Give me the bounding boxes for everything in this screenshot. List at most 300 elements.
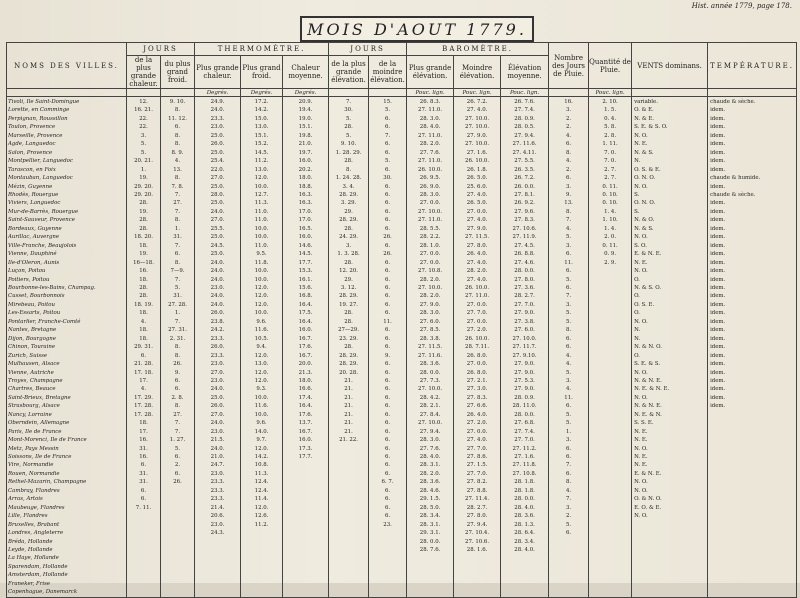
table-cell: 10.0.: [254, 310, 269, 317]
unit-cell: [708, 89, 797, 97]
table-cell: 24.0.: [210, 301, 225, 308]
table-cell: Les-Essarts, Poitou: [8, 310, 61, 317]
table-cell: 27. 10.0.: [512, 335, 537, 342]
table-cell: Viviers, Languedoc: [8, 200, 61, 207]
table-cell: 5.: [565, 310, 572, 317]
table-cell: 27. 0.0.: [419, 259, 441, 266]
table-cell: E. & N. E.: [634, 470, 662, 477]
table-cell: 8.: [174, 259, 181, 266]
table-cell: 31.: [139, 479, 148, 486]
table-cell: 28. 3.6.: [419, 479, 441, 486]
table-cell: N. & E.: [634, 115, 655, 122]
table-cell: 28. 2.7.: [466, 504, 488, 511]
table-cell: 24.0.: [210, 445, 225, 452]
table-cell: idem.: [710, 386, 726, 393]
table-cell: idem.: [710, 352, 726, 359]
table-cell: 4.: [565, 352, 572, 359]
table-cell: 8.: [174, 352, 181, 359]
table-cell: 8.: [174, 175, 181, 182]
table-cell: 27. 5.5.: [514, 158, 535, 165]
table-cell: Maubeuge, Flandres: [8, 504, 65, 511]
table-cell: 5.: [345, 115, 352, 122]
table-cell: 29. 20.: [134, 183, 153, 190]
table-cell: 2.: [174, 462, 181, 469]
table-cell: idem.: [710, 183, 726, 190]
header-thermo-mean: Chaleur moyenne.: [283, 56, 329, 89]
table-cell: 6.: [384, 208, 391, 215]
table-cell: 27. 7.0.: [466, 470, 488, 477]
table-cell: 27. 28.: [168, 301, 187, 308]
column-winds: [632, 97, 708, 598]
table-cell: Lille, Flandres: [8, 513, 48, 520]
table-cell: 16.4.: [298, 403, 313, 410]
table-cell: 6. 7.: [381, 479, 394, 486]
table-cell: 27. 2.1.: [466, 377, 488, 384]
table-cell: 25.5.: [210, 225, 225, 232]
table-cell: 16.5.: [298, 225, 313, 232]
table-cell: 6.: [384, 361, 391, 368]
table-cell: 15.0.: [254, 115, 269, 122]
table-cell: 11.: [383, 318, 392, 325]
table-cell: 8.: [565, 327, 572, 334]
table-cell: 0. 11.: [602, 242, 618, 249]
table-cell: 8. 9.: [171, 149, 184, 156]
table-cell: 6.: [384, 428, 391, 435]
table-cell: 7.: [174, 420, 181, 427]
table-cell: 17.7.: [298, 454, 313, 461]
table-cell: 27. 9.0.: [466, 132, 488, 139]
table-cell: 27.: [173, 411, 182, 418]
table-cell: N. O.: [634, 479, 648, 486]
table-cell: 6.: [384, 259, 391, 266]
table-cell: 16. 21.: [134, 107, 153, 114]
table-cell: 26.: [383, 251, 392, 258]
table-cell: 28. 4.0.: [419, 124, 441, 131]
table-cell: 1.: [174, 310, 181, 317]
table-cell: 8.: [565, 479, 572, 486]
header-temperature: TEMPÉRATURE.: [708, 43, 797, 89]
table-cell: S. E. & S.: [634, 361, 661, 368]
table-cell: 24.0.: [210, 386, 225, 393]
table-cell: N. & N. E.: [634, 403, 662, 410]
column-jours-bas: [369, 97, 407, 598]
table-cell: Mur-de-Barrès, Rouergue: [8, 208, 79, 215]
table-cell: 28. 0.0.: [419, 538, 441, 545]
table-cell: N. O.: [634, 234, 648, 241]
table-cell: 29. 31.: [134, 344, 153, 351]
table-cell: 28. 5.5.: [419, 225, 441, 232]
table-cell: 3.: [565, 377, 572, 384]
table-cell: 27. 0.0.: [419, 251, 441, 258]
unit-pouc: Pouc. lign.: [407, 89, 454, 97]
table-cell: 5.: [140, 141, 147, 148]
table-cell: O.: [634, 276, 640, 283]
table-cell: 12. 20.: [339, 268, 358, 275]
table-cell: 20. 21.: [134, 158, 153, 165]
table-cell: 6.: [565, 175, 572, 182]
table-cell: chaude & sèche.: [710, 99, 756, 105]
table-cell: S. S. E.: [634, 420, 654, 427]
table-cell: Amsterdam, Hollande: [8, 572, 68, 579]
table-cell: 7—9.: [170, 268, 185, 275]
table-cell: 24.0.: [210, 276, 225, 283]
table-cell: 28. 4.0.: [514, 504, 535, 511]
table-cell: 6.: [565, 251, 572, 258]
table-cell: 28. 3.6.: [419, 361, 441, 368]
table-cell: 27.0.: [210, 411, 225, 418]
table-cell: 27. 0.0.: [466, 301, 488, 308]
table-cell: 0. 9.: [604, 251, 617, 258]
table-cell: 28. 1.8.: [514, 487, 535, 494]
table-cell: 7.: [565, 496, 572, 503]
unit-cell: [632, 89, 708, 97]
table-cell: Mézin, Guyenne: [8, 183, 53, 190]
table-cell: Vienne, Dauphiné: [8, 251, 57, 258]
table-cell: idem.: [710, 377, 726, 384]
table-cell: 12.0.: [254, 445, 269, 452]
table-cell: 26. 7.2.: [466, 99, 488, 105]
column-jours-froid: [161, 97, 195, 598]
table-cell: 28. 0.0.: [514, 411, 535, 418]
table-cell: 28. 0.9.: [514, 394, 535, 401]
table-cell: 26. 4.0.: [466, 251, 488, 258]
table-cell: 27. 10.0.: [418, 386, 443, 393]
table-cell: Troyes, Champagne: [8, 377, 63, 384]
column-baro-high: [407, 97, 454, 598]
table-cell: 6.: [384, 403, 391, 410]
table-cell: 5.: [565, 318, 572, 325]
table-cell: idem.: [710, 394, 726, 401]
table-cell: Sparendam, Hollande: [8, 563, 68, 570]
table-cell: idem.: [710, 115, 726, 122]
table-cell: 27. 0.0.: [419, 200, 441, 207]
table-cell: 13.7.: [298, 420, 313, 427]
table-cell: N. E.: [634, 462, 648, 469]
table-cell: Aurillac, Auvergne: [8, 234, 60, 241]
table-cell: 27.: [173, 200, 182, 207]
table-cell: 5.: [174, 445, 181, 452]
table-cell: 27. 7.6.: [419, 445, 441, 452]
table-cell: 1. 27.: [169, 437, 186, 444]
table-cell: 2. 9.: [604, 259, 617, 266]
table-cell: 15.: [383, 99, 392, 105]
table-cell: 0. 10.: [602, 191, 618, 198]
table-cell: 12.: [139, 99, 148, 105]
table-cell: 9.3.: [256, 386, 267, 393]
table-cell: 27. 4.5.: [514, 242, 535, 249]
table-cell: 21. 22.: [339, 437, 358, 444]
table-cell: 21.: [344, 428, 353, 435]
table-cell: 24.3.: [210, 530, 225, 537]
table-cell: 6.: [565, 530, 572, 537]
table-cell: 26.0.: [210, 141, 225, 148]
column-rain-qty: [589, 97, 632, 598]
table-cell: 6.: [384, 242, 391, 249]
table-cell: O.: [634, 352, 640, 359]
table-cell: 12.0.: [254, 369, 269, 376]
table-cell: 27. 11.0.: [418, 158, 443, 165]
table-cell: 26. 5.0.: [466, 200, 488, 207]
table-cell: 28. 3.0.: [419, 191, 441, 198]
table-cell: 17.3.: [298, 445, 313, 452]
table-cell: 7.: [174, 242, 181, 249]
table-cell: 27. 11.5.: [465, 234, 490, 241]
table-cell: 22.0.: [210, 166, 225, 173]
table-cell: 23.: [383, 521, 392, 528]
table-cell: 6.: [565, 344, 572, 351]
column-baro-low: [454, 97, 501, 598]
table-cell: Soissons, Ile de France: [8, 454, 72, 461]
table-cell: 29. 1.5.: [419, 496, 441, 503]
table-cell: Poitiers, Poitou: [8, 276, 50, 283]
table-cell: Bordeaux, Guyenne: [8, 225, 62, 232]
table-cell: 6.: [384, 225, 391, 232]
table-cell: 19.8.: [298, 132, 313, 139]
table-cell: 27.0.: [210, 175, 225, 182]
table-cell: 27. 11.7.: [512, 344, 537, 351]
table-cell: 15.2.: [254, 141, 269, 148]
unit-cell: [7, 89, 127, 97]
table-cell: 21.0.: [210, 454, 225, 461]
table-cell: O. & E.: [634, 107, 654, 114]
table-cell: N. E.: [634, 428, 648, 435]
table-cell: 28. 1.8.: [514, 479, 535, 486]
table-cell: N. E. & N.: [634, 411, 662, 418]
table-cell: 27. 7.4.: [514, 428, 535, 435]
table-cell: Bréda, Hollande: [8, 538, 53, 545]
table-cell: 24.5.: [210, 242, 225, 249]
table-cell: 1. 28. 29.: [335, 149, 362, 156]
table-cell: 6.: [384, 470, 391, 477]
table-cell: 26. 8.3.: [419, 99, 441, 105]
table-cell: 6.: [384, 369, 391, 376]
table-cell: N. O.: [634, 132, 648, 139]
table-cell: 28.: [139, 293, 148, 300]
table-cell: Paris, Ile de France: [8, 428, 62, 435]
table-cell: 16.7.: [298, 335, 313, 342]
table-cell: 8.: [174, 344, 181, 351]
table-cell: 10.0.: [254, 183, 269, 190]
table-cell: 23.0.: [210, 361, 225, 368]
table-cell: 28. 0.0.: [514, 268, 535, 275]
table-cell: 7.: [174, 208, 181, 215]
table-cell: 28.: [139, 284, 148, 291]
table-cell: 27. 10.0.: [418, 284, 443, 291]
table-cell: 27. 9.6.: [514, 208, 535, 215]
table-cell: 12.0.: [254, 284, 269, 291]
table-cell: 27. 6.0.: [514, 327, 535, 334]
table-cell: Agde, Languedoc: [8, 141, 56, 148]
table-cell: S.: [634, 208, 640, 215]
table-cell: 8.: [174, 141, 181, 148]
table-cell: 28. 2.0.: [419, 276, 441, 283]
table-cell: O. N. O.: [634, 175, 656, 182]
table-cell: Perpignan, Roussillon: [8, 115, 68, 122]
table-cell: 14.5.: [298, 251, 313, 258]
table-cell: idem.: [710, 403, 726, 410]
table-cell: 8.: [174, 403, 181, 410]
table-cell: idem.: [710, 208, 726, 215]
table-cell: N. & S. O.: [634, 284, 662, 291]
table-cell: idem.: [710, 141, 726, 148]
table-cell: Bourbonne-les-Bains, Champag.: [8, 284, 96, 291]
table-cell: 5.: [384, 107, 391, 114]
table-cell: 6.: [140, 352, 147, 359]
table-cell: Rouen, Normandie: [8, 470, 60, 477]
table-cell: 16—18.: [133, 259, 154, 266]
table-cell: 28.: [344, 124, 353, 131]
table-cell: 14.2.: [254, 454, 269, 461]
table-cell: 6.: [174, 454, 181, 461]
table-cell: 6.: [384, 496, 391, 503]
table-cell: 16.0.: [298, 234, 313, 241]
table-cell: idem.: [710, 301, 726, 308]
table-cell: 28. 3.0.: [419, 310, 441, 317]
table-cell: 6.: [384, 335, 391, 342]
table-cell: N. E.: [634, 437, 648, 444]
table-cell: 17.7.: [298, 259, 313, 266]
table-cell: 28. 2.7.: [514, 293, 535, 300]
table-cell: 5. 8.: [604, 124, 617, 131]
table-cell: Rethel-Mazarin, Champagne: [8, 479, 87, 486]
table-cell: 13.: [173, 166, 182, 173]
table-cell: 5.: [565, 276, 572, 283]
table-cell: 30.: [344, 107, 353, 114]
table-cell: N. & S.: [634, 149, 654, 156]
table-cell: Cusset, Bourbonnois: [8, 293, 65, 300]
table-cell: 11.: [564, 259, 573, 266]
table-cell: 23.3.: [210, 115, 225, 122]
table-cell: 27. 7.6.: [419, 149, 441, 156]
table-cell: 26. 8.0.: [466, 369, 488, 376]
table-cell: 28. 29.: [339, 191, 358, 198]
table-cell: 1. 24. 28.: [335, 175, 362, 182]
table-cell: 23.8.: [210, 318, 225, 325]
table-cell: 6.: [384, 344, 391, 351]
table-cell: 25.0.: [210, 394, 225, 401]
table-cell: 27. 8.0.: [466, 242, 488, 249]
table-cell: 4.: [140, 318, 147, 325]
table-cell: 27. 8.6.: [466, 454, 488, 461]
table-cell: 27. 0.0.: [466, 428, 488, 435]
table-cell: N. & N. O.: [634, 344, 662, 351]
table-cell: 9. 10.: [169, 99, 186, 105]
table-cell: 28. 0.0.: [419, 369, 441, 376]
table-cell: 6.: [174, 251, 181, 258]
table-cell: N. & O.: [634, 217, 655, 224]
table-cell: 11.0.: [254, 242, 269, 249]
table-cell: Nantes, Bretagne: [8, 327, 57, 334]
table-cell: 27. 11.6.: [418, 352, 443, 359]
table-cell: Cambray, Flandres: [8, 487, 60, 494]
table-cell: 1.: [565, 428, 572, 435]
table-cell: 27. 10.0.: [465, 124, 490, 131]
table-cell: 26. 9.5.: [419, 175, 441, 182]
table-cell: 27. 4.11.: [512, 149, 537, 156]
table-cell: S.: [634, 191, 640, 198]
table-cell: 27. 3.6.: [514, 284, 535, 291]
table-cell: Marseille, Provence: [8, 132, 63, 139]
table-cell: E. & N. E.: [634, 251, 662, 258]
table-cell: 21. 28.: [134, 361, 153, 368]
table-cell: 11.2.: [254, 158, 269, 165]
table-cell: idem.: [710, 251, 726, 258]
table-cell: 26.: [173, 479, 182, 486]
table-cell: 29. 3.1.: [419, 530, 441, 537]
table-cell: 6.: [384, 149, 391, 156]
header-jours-baro: JOURS: [329, 43, 407, 56]
table-cell: 1. 3. 28.: [337, 251, 360, 258]
unit-cell: [329, 89, 369, 97]
table-cell: 5.: [565, 369, 572, 376]
header-names: NOMS DES VILLES.: [7, 43, 127, 89]
table-cell: 7. 0.: [604, 158, 617, 165]
table-cell: 28. 29.: [339, 352, 358, 359]
table-cell: 14.0.: [254, 428, 269, 435]
table-cell: 9.: [565, 191, 572, 198]
table-cell: 28. 3.1.: [419, 462, 441, 469]
table-cell: 18.: [139, 310, 148, 317]
table-cell: Saint-Sauveur, Provence: [8, 217, 75, 224]
header-jours-chaud: de la plus grande chaleur.: [127, 56, 161, 89]
unit-cell: [549, 89, 589, 97]
table-cell: 4.: [565, 158, 572, 165]
table-cell: 11.0.: [254, 217, 269, 224]
table-cell: 28. 1.6.: [466, 547, 488, 554]
table-cell: 10.0.: [254, 411, 269, 418]
table-cell: 6.: [384, 141, 391, 148]
table-cell: 6.: [140, 487, 147, 494]
table-cell: Londres, Angleterre: [8, 530, 64, 537]
table-cell: 16.0.: [298, 158, 313, 165]
table-cell: 5.: [565, 411, 572, 418]
table-cell: 29. 20.: [134, 191, 153, 198]
table-cell: Oberndein, Allemagne: [8, 420, 70, 427]
table-cell: 28.: [139, 225, 148, 232]
table-cell: idem.: [710, 149, 726, 156]
table-cell: 8.: [174, 217, 181, 224]
column-jours-haut: [329, 97, 369, 598]
table-cell: Saint-Brieux, Bretagne: [8, 394, 71, 401]
table-cell: 19.: [139, 175, 148, 182]
table-cell: 27. 8.0.: [466, 513, 488, 520]
table-cell: 17.6.: [298, 411, 313, 418]
table-cell: 20.0.: [298, 361, 313, 368]
table-cell: 28.: [344, 225, 353, 232]
table-cell: 17. 18.: [134, 369, 153, 376]
table-cell: 17.4.: [298, 394, 313, 401]
table-cell: 3.: [565, 504, 572, 511]
table-cell: 27. 9.0.: [514, 310, 535, 317]
table-cell: 27. 8.3.: [466, 394, 488, 401]
table-cell: 28. 6.4.: [514, 530, 535, 537]
table-cell: N. E.: [634, 259, 648, 266]
table-cell: 12.0.: [254, 504, 269, 511]
table-cell: 27. 9.4.: [466, 521, 488, 528]
table-cell: Luçon, Poitou: [8, 268, 46, 275]
table-cell: 20.2.: [298, 166, 313, 173]
table-cell: 24.9.: [210, 99, 225, 105]
table-cell: N. & S.: [634, 225, 654, 232]
table-cell: N. O.: [634, 445, 648, 452]
table-cell: 10.0.: [254, 225, 269, 232]
table-cell: idem.: [710, 234, 726, 241]
table-cell: 6.: [565, 268, 572, 275]
table-cell: 18.: [139, 276, 148, 283]
table-cell: 5.: [140, 149, 147, 156]
table-cell: 7.: [174, 276, 181, 283]
table-cell: 28.: [139, 217, 148, 224]
